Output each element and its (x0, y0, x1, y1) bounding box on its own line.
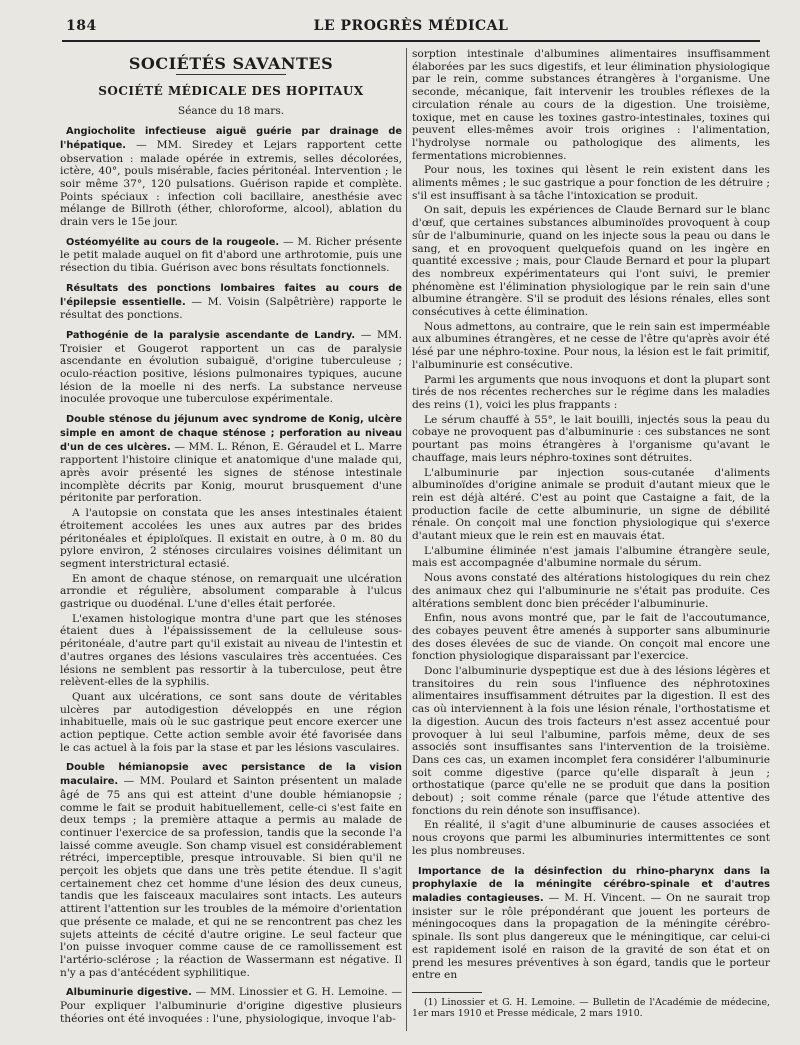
article-body: — M. Richer présente le petit malade auquel on fit d'abord une arthrotomie, puis une résection du tibia. Guérison avec bons résultats fonctionnels. (60, 235, 402, 275)
paragraph: Pour nous, les toxines qui lèsent le rein existent dans les aliments mêmes ; le suc gastrique a pour fonction de les détruire ; s'il est insuffisant à sa tâche l'intoxication se produit. (412, 164, 770, 202)
left-column (60, 48, 402, 1031)
article-heading: Importance de la désinfection du rhino-pharynx dans la prophylaxie de la méningite cérébro-spinale et d'autres maladies contagieuses. (412, 865, 770, 904)
society-title: SOCIÉTÉ MÉDICALE DES HOPITAUX (98, 83, 364, 98)
article (60, 761, 402, 979)
footnote-rule (412, 992, 482, 993)
running-head (62, 18, 760, 42)
paragraph: Le sérum chauffé à 55°, le lait bouilli, injectés sous la peau du cobaye ne provoquent pas d'albuminurie : ces substances ne sont pourtant pas moins étrangères à l'organisme qu'avant le chauffage, mais leurs néphro-toxines sont détruites. (412, 413, 770, 464)
paragraph: L'albumine éliminée n'est jamais l'albumine étrangère seule, mais est accompagnée d'albumine normale du sérum. (412, 544, 770, 570)
article-body: — M. Voisin (Salpêtrière) rapporte le résultat des ponctions. (60, 295, 402, 322)
article-body: — MM. Troisier et Gougerot rapportent un cas de paralysie ascendante en évolution subaiguë, d'origine tuberculeuse ; oculo-réaction positive, lésions pulmonaires typiques, aucune lésion de la moelle ni des nerfs. La substance nerveuse inoculée provoque une tuberculose expérimentale. (60, 328, 402, 406)
session-date: Séance du 18 mars. (177, 105, 285, 118)
article-heading: Double hémianopsie avec persistance de la vision maculaire. (60, 762, 402, 788)
paragraph: Quant aux ulcérations, ce sont sans doute de véritables ulcères par autodigestion développés en une région inhabituelle, mais où le suc gastrique peut encore exercer une action peptique. Cette action semble avoir été favorisée dans le cas actuel à la fois par la stase et par les lésions vasculaires. (60, 690, 402, 754)
article (60, 329, 402, 406)
paragraph: En réalité, il s'agit d'une albuminurie de causes associées et nous croyons que parmi les albuminuries intermittentes ce sont les plus nombreuses. (412, 819, 770, 857)
article (60, 125, 402, 229)
journal-title: LE PROGRÈS MÉDICAL (313, 18, 509, 34)
paragraph: Nous avons constaté des altérations histologiques du rein chez des animaux chez qui l'albuminurie ne s'était pas produite. Ces altérations semblent donc bien précéder l'albuminurie. (412, 572, 770, 610)
article-heading: Ostéomyélite au cours de la rougeole. (66, 236, 280, 248)
article-heading: Albuminurie digestive. (66, 987, 192, 999)
paragraph: Enfin, nous avons montré que, par le fait de l'accoutumance, des cobayes peuvent être amenés à supporter sans albuminurie des doses élevées de suc de viande. On conçoit mal encore une fonction physiologique disparaissant par l'exercice. (412, 612, 770, 663)
paragraph: En amont de chaque sténose, on remarquait une ulcération arrondie et régulière, absolument comparable à l'ulcus gastrique ou duodénal. L'une d'elles était perforée. (60, 572, 402, 611)
paragraph: Donc l'albuminurie dyspeptique est due à des lésions légères et transitoires du rein sous l'influence des néphrotoxines alimentaires insuffisamment détruites par la digestion. Il est des cas où interviennent à la fois une lésion rénale, l'orthostatisme et la digestion. Aucun des trois facteurs n'est assez accentué pour provoquer à lui seul l'albumine, parfois même, deux de ses associés sont insuffisantes sans l'intervention de la troisième. Dans ces cas, un examen incomplet fera considérer l'albuminurie soit comme digestive (parce qu'elle disparaît à jeun ; orthostatique (parce qu'elle ne se produit que dans la position debout) ; soit comme rénale (parce que l'étude attentive des fonctions du rein dénote son insuffisance). (412, 665, 770, 817)
page-number: 184 (66, 18, 97, 34)
article-body: — MM. Siredey et Lejars rapportent cette observation : malade opérée in extremis, selles décolorées, ictère, 40°, pouls misérable, facies péritonéal. Intervention ; le soir même 37°, 120 pulsations. Guérison rapide et complète. Points spéciaux : infection coli bacillaire, anesthésie avec mélange de Billroth (éther, chloroforme, alcool), ablation du drain vers le 15e jour. (60, 138, 402, 229)
article-body: — MM. Linossier et G. H. Lemoine. — Pour expliquer l'albuminurie d'origine digestive plusieurs théories ont été invoquées : l'une, physiologique, invoque l'ab- (60, 986, 402, 1025)
right-column (412, 48, 770, 1031)
paragraph: Nous admettons, au contraire, que le rein sain est imperméable aux albumines étrangères, et ne cesse de l'être qu'après avoir été lésé par une néphro-toxine. Pour nous, la lésion est le fait primitif, l'albuminurie est consécutive. (412, 320, 770, 371)
article-body: — MM. L. Rénon, E. Géraudel et L. Marre rapportent l'histoire clinique et anatomique d'une malade qui, après avoir présenté les signes de sténose intestinale incomplète décrits par Konig, mourut brusquement d'une péritonite par perforation. (60, 440, 402, 505)
paragraph: On sait, depuis les expériences de Claude Bernard sur le blanc d'œuf, que certaines substances albuminoïdes provoquent à coup sûr de l'albuminurie, quand on les injecte sous la peau ou dans le sang, et en provoquent quelquefois quand on les ingère en quantité excessive ; mais, pour Claude Bernard et pour la plupart des nombreux expérimentateurs qui l'ont suivi, le premier phénomène est l'élimination physiologique par le rein sain d'une albumine étrangère. S'il se produit des lésions rénales, elles sont consécutives à cette élimination. (412, 204, 770, 319)
article (60, 236, 402, 275)
article-heading: Pathogénie de la paralysie ascendante de Landry. (66, 329, 356, 341)
footnote: (1) Linossier et G. H. Lemoine. — Bulletin de l'Académie de médecine, 1er mars 1910 et Presse médicale, 2 mars 1910. (412, 996, 770, 1020)
paragraph: L'albuminurie par injection sous-cutanée d'aliments albuminoïdes d'origine animale se produit d'autant mieux que le rein est déjà altéré. C'est au point que Castaigne a fait, de la production facile de cette albuminurie, un signe de débilité rénale. On conçoit mal une fonction physiologique qui s'exerce d'autant mieux que le rein est en mauvais état. (412, 466, 770, 543)
paragraph: A l'autopsie on constata que les anses intestinales étaient étroitement accolées les unes aux autres par des brides péritonéales et épiploïques. Il existait en outre, à 0 m. 80 du pylore environ, 2 sténoses circulaires voisines délimitant un segment interstrictural ectasié. (60, 507, 402, 570)
paragraph: sorption intestinale d'albumines alimentaires insuffisamment élaborées par les sucs digestifs, et leur élimination physiologique par le rein, comme substances étrangères à l'organisme. Une seconde, mécanique, fait intervenir les troubles réflexes de la circulation rénale au cours de la digestion. Une troisième, toxique, met en cause les toxines gastro-intestinales, toxines qui peuvent elles-mêmes avoir trois origines : l'alimentation, l'hydrolyse normale ou pathologique des aliments, les fermentations microbiennes. (412, 48, 770, 162)
article (60, 986, 402, 1025)
column-rule (406, 48, 407, 1031)
article-heading: Angiocholite infectieuse aiguë guérie par drainage de l'hépatique. (60, 126, 402, 151)
article-heading: Double sténose du jéjunum avec syndrome de Konig, ulcère simple en amont de chaque sténose ; perforation au niveau d'un de ces ulcères. (60, 414, 402, 453)
article (60, 413, 402, 505)
article (412, 865, 770, 982)
section-divider (176, 74, 286, 75)
section-title: SOCIÉTÉS SAVANTES (128, 54, 334, 73)
article (60, 282, 402, 322)
paragraph: Parmi les arguments que nous invoquons et dont la plupart sont tirés de nos récentes recherches sur le régime dans les maladies des reins (1), voici les plus frappants : (412, 373, 770, 411)
paragraph: L'examen histologique montra d'une part que les sténoses étaient dues à l'épaississement de la celluleuse sous-péritonéale, d'autre part qu'il existait au niveau de l'intestin et d'autres organes des lésions vasculaires très accentuées. Ces lésions ne semblent pas ressortir à la tuberculose, peut être relèvent-elles de la syphilis. (60, 612, 402, 689)
article-heading: Résultats des ponctions lombaires faites au cours de l'épilepsie essentielle. (60, 282, 402, 308)
article-body: — MM. Poulard et Sainton présentent un malade âgé de 75 ans qui est atteint d'une double hémianopsie ; comme le fait se produit habituellement, celle-ci s'est faite en deux temps ; la première attaque a permis au malade de continuer l'exercice de sa profession, tandis que la seconde l'a laissé comme aveugle. Son champ visuel est considérablement rétréci, imperceptible, presque introuvable. Si bien qu'il ne perçoit les objets que dans une très petite étendue. Il s'agit certainement chez cet homme d'une lésion des deux cuneus, tandis que les faisceaux maculaires sont intacts. Les auteurs attirent l'attention sur les troubles de la mémoire d'orientation que présente ce malade, et qui ne se rencontrent pas chez les sujets atteints de cécité d'autre origine. Le seul facteur que l'on puisse invoquer comme cause de ce ramollissement est l'artério-sclérose ; la réaction de Wassermann est négative. Il n'y a pas d'antécédent syphilitique. (60, 775, 402, 979)
article-body: — M. H. Vincent. — On ne saurait trop insister sur le rôle prépondérant que jouent les porteurs de méningocoques dans la propagation de la méningite cérébro-spinale. Ils sont plus dangereux que le méningitique, car celui-ci est rapidement isolé en raison de la gravité de son état et on prend les mesures préventives à son égard, tandis que le porteur entre en (412, 892, 770, 982)
